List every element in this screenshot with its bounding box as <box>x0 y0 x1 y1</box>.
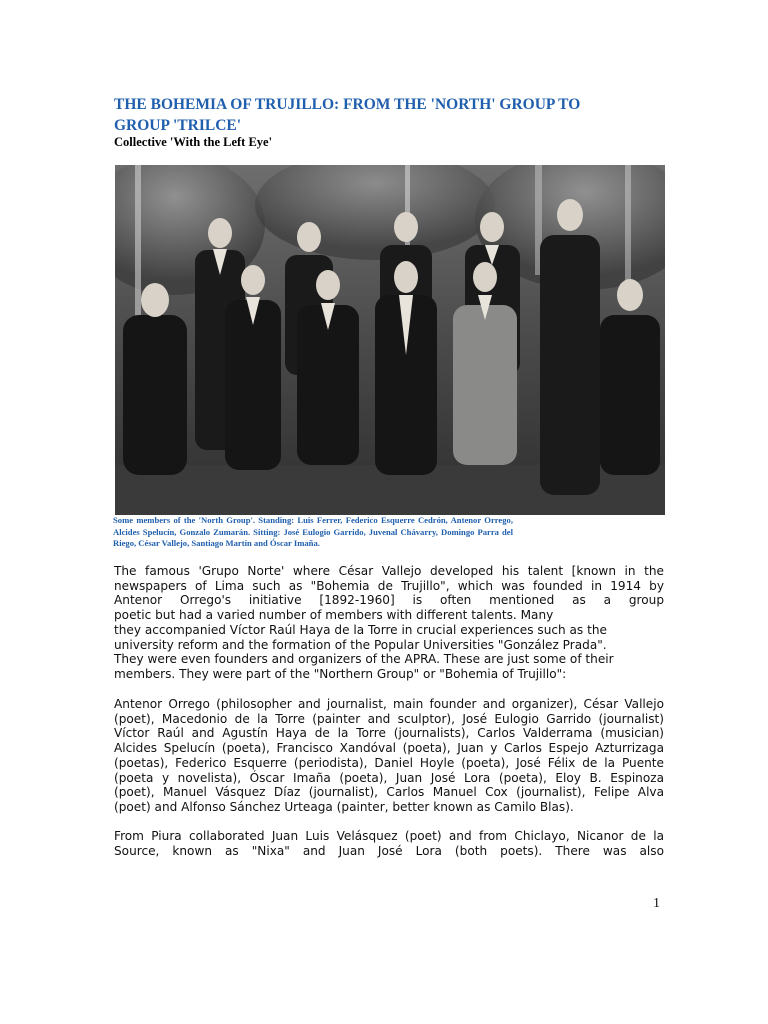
paragraph-line: (poet), Macedonio de la Torre (painter and sculptor), José Eulogio Garrido (journalist) <box>114 711 664 726</box>
paragraph-line: The famous 'Grupo Norte' where César Vallejo developed his talent [known in the <box>114 564 664 578</box>
page-number: 1 <box>653 896 660 911</box>
paragraph-line: Víctor Raúl and Agustín Haya de la Torre (journalists), Carlos Valderrama (musician) <box>114 726 664 741</box>
paragraph-line: Source, known as "Nixa" and Juan José Lora (both poets). There was also <box>114 843 664 858</box>
paragraph-line: (poet) and Alfonso Sánchez Urteaga (painter, better known as Camilo Blas). <box>114 799 574 814</box>
photo-caption: Some members of the 'North Group'. Standing: Luis Ferrer, Federico Esquerre Cedrón, Antenor Orrego, Alcides Spelucín, Gonzalo Zumarán. Sitting: José Eulogio Garrido, Juvenal Chávarry, Domingo Parra del Riego, César Vallejo, Santiago Martín and Óscar Imaña. <box>113 515 513 549</box>
paragraph-line: they accompanied Víctor Raúl Haya de la Torre in crucial experiences such as the <box>114 622 607 637</box>
paragraph-3 <box>114 829 664 858</box>
paragraph-line: (poeta y novelista), Óscar Imaña (poeta), Juan José Lora (poeta), Eloy B. Espinoza <box>114 770 664 785</box>
paragraph-line: Alcides Spelucín (poeta), Francisco Xandóval (poeta), Juan y Carlos Espejo Azturrizaga <box>114 741 664 756</box>
paragraph-line: Antenor Orrego (philosopher and journalist, main founder and organizer), César Vallejo <box>114 697 664 711</box>
paragraph-line: They were even founders and organizers of the APRA. These are just some of their <box>114 652 614 667</box>
group-photograph <box>115 165 665 515</box>
paragraph-line: university reform and the formation of the Popular Universities "González Prada". <box>114 637 607 652</box>
paragraph-line: newspapers of Lima such as "Bohemia de Trujillo", which was founded in 1914 by <box>114 578 664 593</box>
paragraph-line: From Piura collaborated Juan Luis Velásquez (poet) and from Chiclayo, Nicanor de la <box>114 829 664 843</box>
paragraph-line: Antenor Orrego's initiative [1892-1960] is often mentioned as a group <box>114 593 664 608</box>
paragraph-line: poetic but had a varied number of members with different talents. Many <box>114 608 554 623</box>
paragraph-line: (poetas), Federico Esquerre (periodista), Daniel Hoyle (poeta), José Félix de la Puente <box>114 755 664 770</box>
document-subtitle: Collective 'With the Left Eye' <box>114 135 273 149</box>
paragraph-1 <box>114 564 664 682</box>
document-title: THE BOHEMIA OF TRUJILLO: FROM THE 'NORTH' GROUP TO GROUP 'TRILCE' <box>114 96 581 134</box>
paragraph-line: members. They were part of the "Northern Group" or "Bohemia of Trujillo": <box>114 666 567 681</box>
paragraph-line: (poet), Manuel Vásquez Díaz (journalist), Carlos Manuel Cox (journalist), Felipe Alva <box>114 785 664 800</box>
paragraph-2 <box>114 697 664 815</box>
